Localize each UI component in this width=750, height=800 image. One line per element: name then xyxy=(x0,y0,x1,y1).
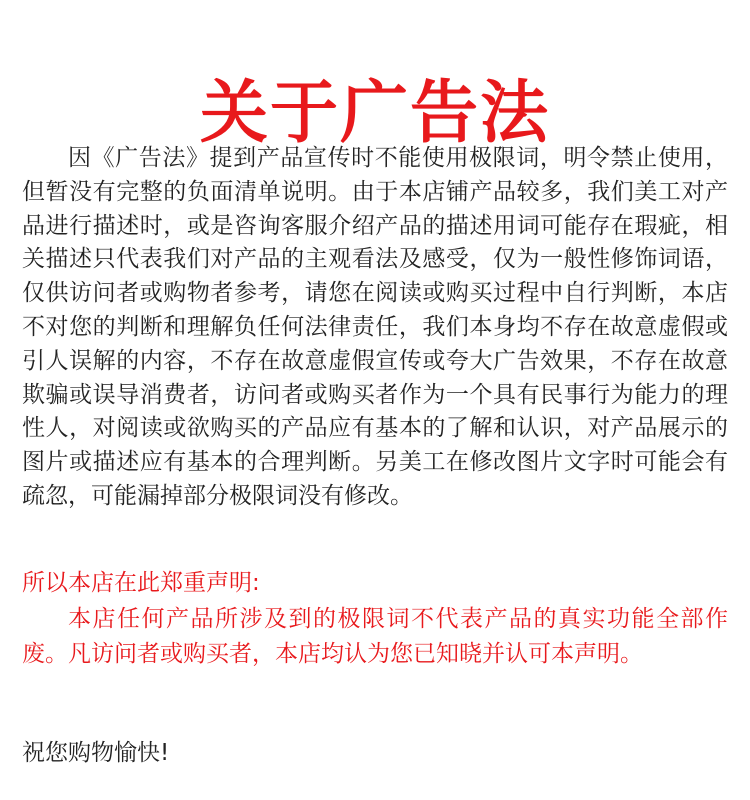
statement-paragraph: 本店任何产品所涉及到的极限词不代表产品的真实功能全部作废。凡访问者或购买者，本店均认为您已知晓并认可本声明。 xyxy=(22,606,728,667)
statement-heading: 所以本店在此郑重声明: xyxy=(22,570,260,596)
closing-line: 祝您购物愉快! xyxy=(22,740,170,766)
disclaimer-paragraph: 因《广告法》提到产品宣传时不能使用极限词，明令禁止使用，但暂没有完整的负面清单说明。由于本店铺产品较多，我们美工对产品进行描述时，或是咨询客服介绍产品的描述用词可能存在瑕疵，相关描述只代表我们对产品的主观看法及感受，仅为一般性修饰词语，仅供访问者或购物者参考，请您在阅读或购买过程中自行判断，本店不对您的判断和理解负任何法律责任，我们本身均不存在故意虚假或引人误解的内容，不存在故意虚假宣传或夸大广告效果，不存在故意欺骗或误导消费者，访问者或购买者作为一个具有民事行为能力的理性人，对阅读或欲购买的产品应有基本的了解和认识，对产品展示的图片或描述应有基本的合理判断。另美工在修改图片文字时可能会有疏忽，可能漏掉部分极限词没有修改。 xyxy=(22,145,728,509)
page-title: 关于广告法 xyxy=(199,73,550,153)
